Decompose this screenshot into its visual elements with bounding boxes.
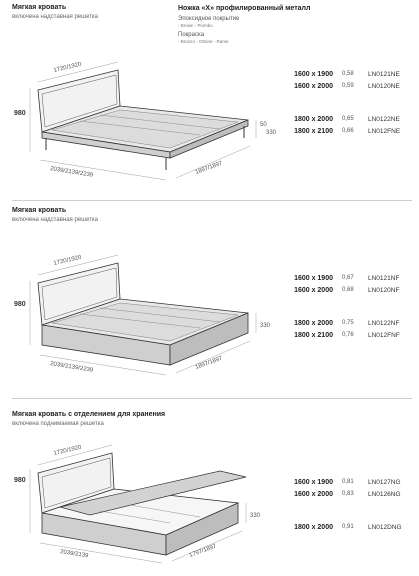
section-bed-storage [0,407,419,576]
section-bed-with-legs [0,0,419,200]
volume-cell: 0,83 [342,491,354,497]
code-cell: LN012FNE [368,128,401,135]
dim-top: 1720/1920 [53,444,83,457]
size-cell: 1800 x 2000 [294,320,333,327]
code-cell: LN0120NF [368,287,400,294]
bed-drawing-base [20,253,320,383]
paint-label: Покраска [178,32,205,38]
code-cell: LN0127NG [368,479,401,486]
volume-cell: 0,66 [342,128,354,134]
section-title: Мягкая кровать [12,4,67,11]
dim-h2: 330 [260,323,271,329]
dim-h1: 50 [260,122,267,128]
code-cell: LN012FNF [368,332,400,339]
bed-drawing-legs [20,60,320,190]
dim-side: 1897/1897 [194,160,224,176]
size-cell: 1600 x 1900 [294,479,333,486]
legs-info [178,4,328,45]
section-title: Мягкая кровать с отделением для хранения [12,411,166,418]
volume-cell: 0,91 [342,524,354,530]
code-cell: LN0121NF [368,275,400,282]
divider [12,398,412,399]
code-cell: LN0122NF [368,320,400,327]
section-subtitle: включена поднимаемая решетка [12,421,104,427]
dim-front: 2039/2139/2239 [49,361,94,374]
volume-cell: 0,68 [342,287,354,293]
paint-options: - Bronzo - Ottone - Rame [178,39,229,44]
dim-h2: 330 [250,513,261,519]
epoxy-label: Эпоксидное покрытие [178,16,240,22]
size-cell: 1800 x 2100 [294,332,333,339]
size-cell: 1600 x 1900 [294,71,333,78]
code-cell: LN012DNG [368,524,402,531]
code-cell: LN0122NE [368,116,400,123]
size-cell: 1800 x 2100 [294,128,333,135]
code-cell: LN0121NE [368,71,400,78]
volume-cell: 0,76 [342,332,354,338]
size-cell: 1600 x 2000 [294,491,333,498]
volume-cell: 0,65 [342,116,354,122]
dim-side: 1797/1897 [188,543,218,559]
height-label: 980 [14,301,26,308]
size-cell: 1800 x 2000 [294,524,333,531]
section-subtitle: включена надставная решетка [12,14,98,20]
volume-cell: 0,81 [342,479,354,485]
dim-side: 1897/1897 [194,355,224,371]
dim-front: 2039/2139 [59,549,89,560]
dim-front: 2039/2139/2239 [49,166,94,179]
volume-cell: 0,75 [342,320,354,326]
code-cell: LN0120NE [368,83,400,90]
size-cell: 1600 x 2000 [294,83,333,90]
height-label: 980 [14,477,26,484]
dim-h2: 330 [266,130,277,136]
section-subtitle: включена надставная решетка [12,217,98,223]
volume-cell: 0,67 [342,275,354,281]
section-bed-base [0,203,419,393]
legs-title: Ножка «X» профилированный металл [178,5,311,12]
dim-top: 1720/1920 [53,61,83,74]
size-cell: 1800 x 2000 [294,116,333,123]
divider [12,200,412,201]
dim-top: 1720/1920 [53,254,83,267]
code-cell: LN0126NG [368,491,401,498]
size-cell: 1600 x 1900 [294,275,333,282]
size-cell: 1600 x 2000 [294,287,333,294]
height-label: 980 [14,110,26,117]
volume-cell: 0,58 [342,71,354,77]
section-title: Мягкая кровать [12,207,67,214]
volume-cell: 0,59 [342,83,354,89]
bed-drawing-storage [20,437,320,569]
epoxy-options: - Brown - Piombo [178,23,213,28]
